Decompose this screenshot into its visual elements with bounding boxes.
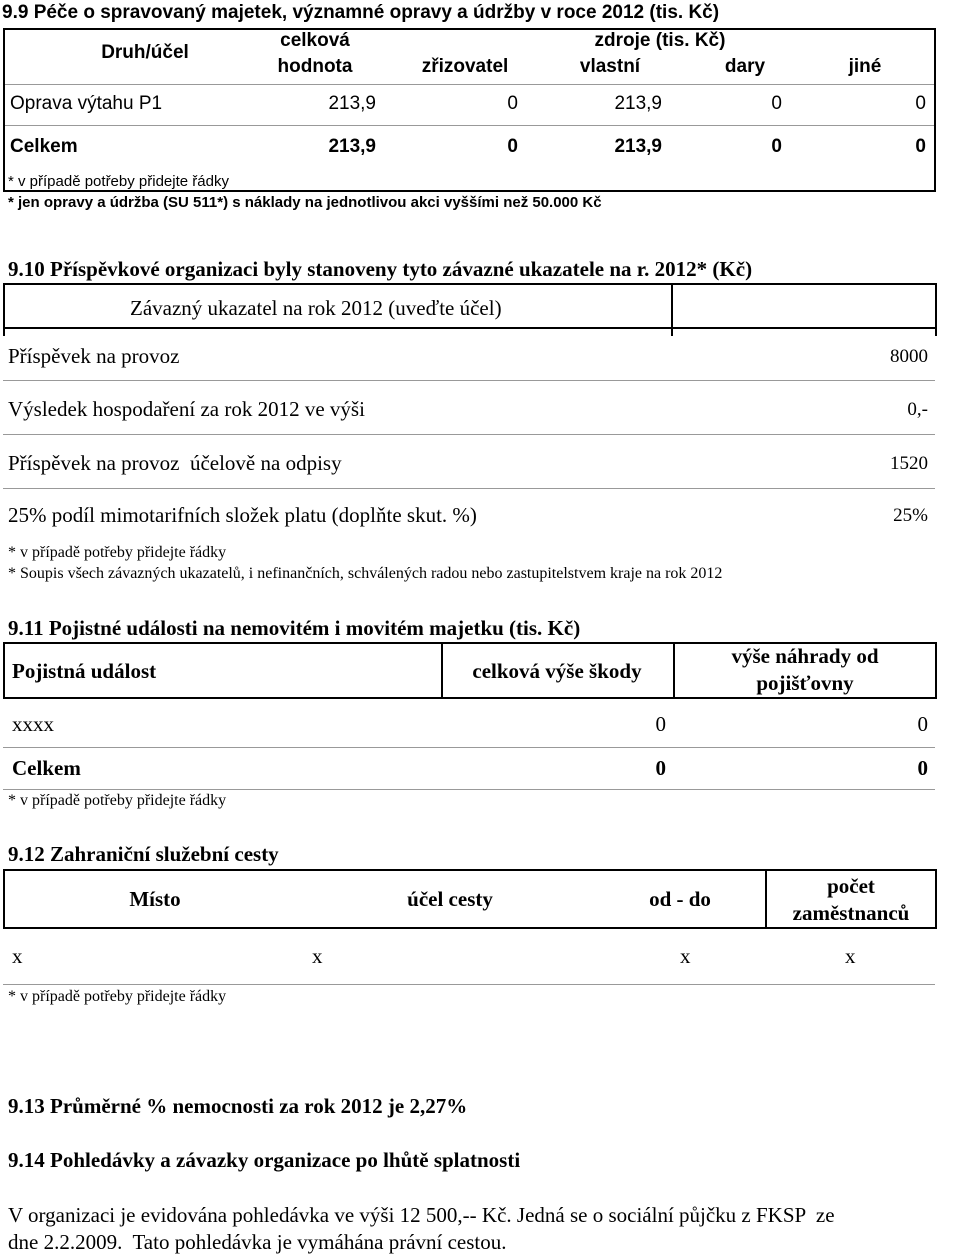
trip-count: x [845,944,856,968]
indicator-row-label: Příspěvek na provoz účelově na odpisy [8,451,342,475]
row-name: Oprava výtahu P1 [10,93,163,114]
table-9-12-header-divider [3,927,937,929]
col-comp-header-line2: pojišťovny [756,671,854,695]
table-9-9-row-divider [5,125,934,126]
note-add-rows: * v případě potřeby přidejte řádky [8,792,227,809]
col-sources-header: zdroje (tis. Kč) [594,30,726,51]
section-9-14-heading: 9.14 Pohledávky a závazky organizace po lhůtě splatnosti [8,1148,521,1172]
receivables-text-line2: dne 2.2.2009. Tato pohledávka je vymáhána právní cestou. [8,1230,507,1254]
row-gifts: 0 [771,93,782,114]
col-other-header: jiné [848,56,882,77]
table-9-9-right-border [934,28,936,192]
receivables-text-line1: V organizaci je evidována pohledávka ve výši 12 500,-- Kč. Jedná se o sociální půjčku z FKSP ze [8,1203,835,1227]
table-9-11-row-divider [3,747,935,748]
sum-total: 213,9 [328,136,376,157]
col-comp-header-line1: výše náhrady od [731,644,879,668]
table-9-10-row-divider [3,380,935,381]
indicator-row-label: Výsledek hospodaření za rok 2012 ve výši [8,397,365,421]
col-damage-header: celková výše škody [472,659,642,683]
table-9-10-row-divider [3,488,935,489]
indicator-row-value: 8000 [890,346,928,367]
indicator-row-value: 1520 [890,453,928,474]
section-9-13-heading: 9.13 Průměrné % nemocnosti za rok 2012 je 2,27% [8,1094,468,1118]
section-9-10-heading: 9.10 Příspěvkové organizaci byly stanoveny tyto závazné ukazatele na r. 2012* (Kč) [8,257,753,281]
event-damage: 0 [655,712,666,736]
col-type-header: Druh/účel [101,42,189,63]
section-9-12-heading: 9.12 Zahraniční služební cesty [8,842,279,866]
col-count-header-line2: zaměstnanců [792,901,910,925]
col-purpose-header: účel cesty [407,887,493,911]
row-other: 0 [915,93,926,114]
sum-founder: 0 [507,136,518,157]
indicator-row-label: 25% podíl mimotarifních složek platu (doplňte skut. %) [8,503,477,527]
section-9-11-heading: 9.11 Pojistné události na nemovitém i movitém majetku (tis. Kč) [8,616,581,640]
col-count-header-line1: počet [827,874,875,898]
table-9-11-bottom-divider [3,789,935,790]
table-9-9-header-divider [5,84,934,85]
table-9-12-left-border [3,869,5,929]
sum-name: Celkem [10,136,78,157]
col-own-header: vlastní [579,56,641,77]
event-compensation: 0 [917,712,928,736]
sum-own: 213,9 [614,136,662,157]
sum-other: 0 [915,136,926,157]
note-add-rows: * v případě potřeby přidejte řádky [8,173,229,190]
col-place-header: Místo [129,887,181,911]
row-total: 213,9 [328,93,376,114]
col-total-header-line2: hodnota [277,56,353,77]
indicator-row-value: 0,- [907,399,928,420]
table-9-11-left-border [3,642,5,699]
sum-event-compensation: 0 [917,756,928,780]
section-9-9-heading: 9.9 Péče o spravovaný majetek, významné opravy a údržby v roce 2012 (tis. Kč) [2,2,720,23]
table-9-12-bottom-divider [3,984,935,985]
note-indicators: * Soupis všech závazných ukazatelů, i nefinančních, schválených radou nebo zastupitelstvem kraje na rok 2012 [8,565,723,582]
trip-dates: x [680,944,691,968]
indicator-row-value: 25% [893,505,928,526]
table-9-12-right-border [935,869,937,929]
table-9-9-bottom-border [3,190,936,192]
note-add-rows: * v případě potřeby přidejte řádky [8,544,227,561]
row-founder: 0 [507,93,518,114]
table-9-9-left-border [3,28,5,192]
col-gifts-header: dary [724,56,766,77]
event-name: xxxx [12,712,54,736]
table-9-10-header-divider [3,327,937,329]
table-9-10-row-divider [3,434,935,435]
table-9-9-top-border [3,28,936,30]
row-own: 213,9 [614,93,662,114]
table-9-11-header-divider [3,697,937,699]
col-dates-header: od - do [649,887,711,911]
indicator-row-label: Příspěvek na provoz [8,344,180,368]
table-9-11-right-border [935,642,937,699]
sum-event-damage: 0 [655,756,666,780]
table-9-10-top-border [3,283,937,285]
table-9-12-top-border [3,869,937,871]
sum-gifts: 0 [771,136,782,157]
trip-purpose: x [312,944,323,968]
indicator-header: Závazný ukazatel na rok 2012 (uveďte účel) [130,296,502,320]
col-total-header-line1: celková [280,30,350,51]
note-add-rows: * v případě potřeby přidejte řádky [8,988,227,1005]
note-repairs: * jen opravy a údržba (SU 511*) s náklady na jednotlivou akci vyššími než 50.000 Kč [8,194,602,211]
col-event-header: Pojistná událost [12,659,157,683]
sum-event-name: Celkem [12,756,81,780]
col-founder-header: zřizovatel [421,56,509,77]
trip-place: x [12,944,23,968]
